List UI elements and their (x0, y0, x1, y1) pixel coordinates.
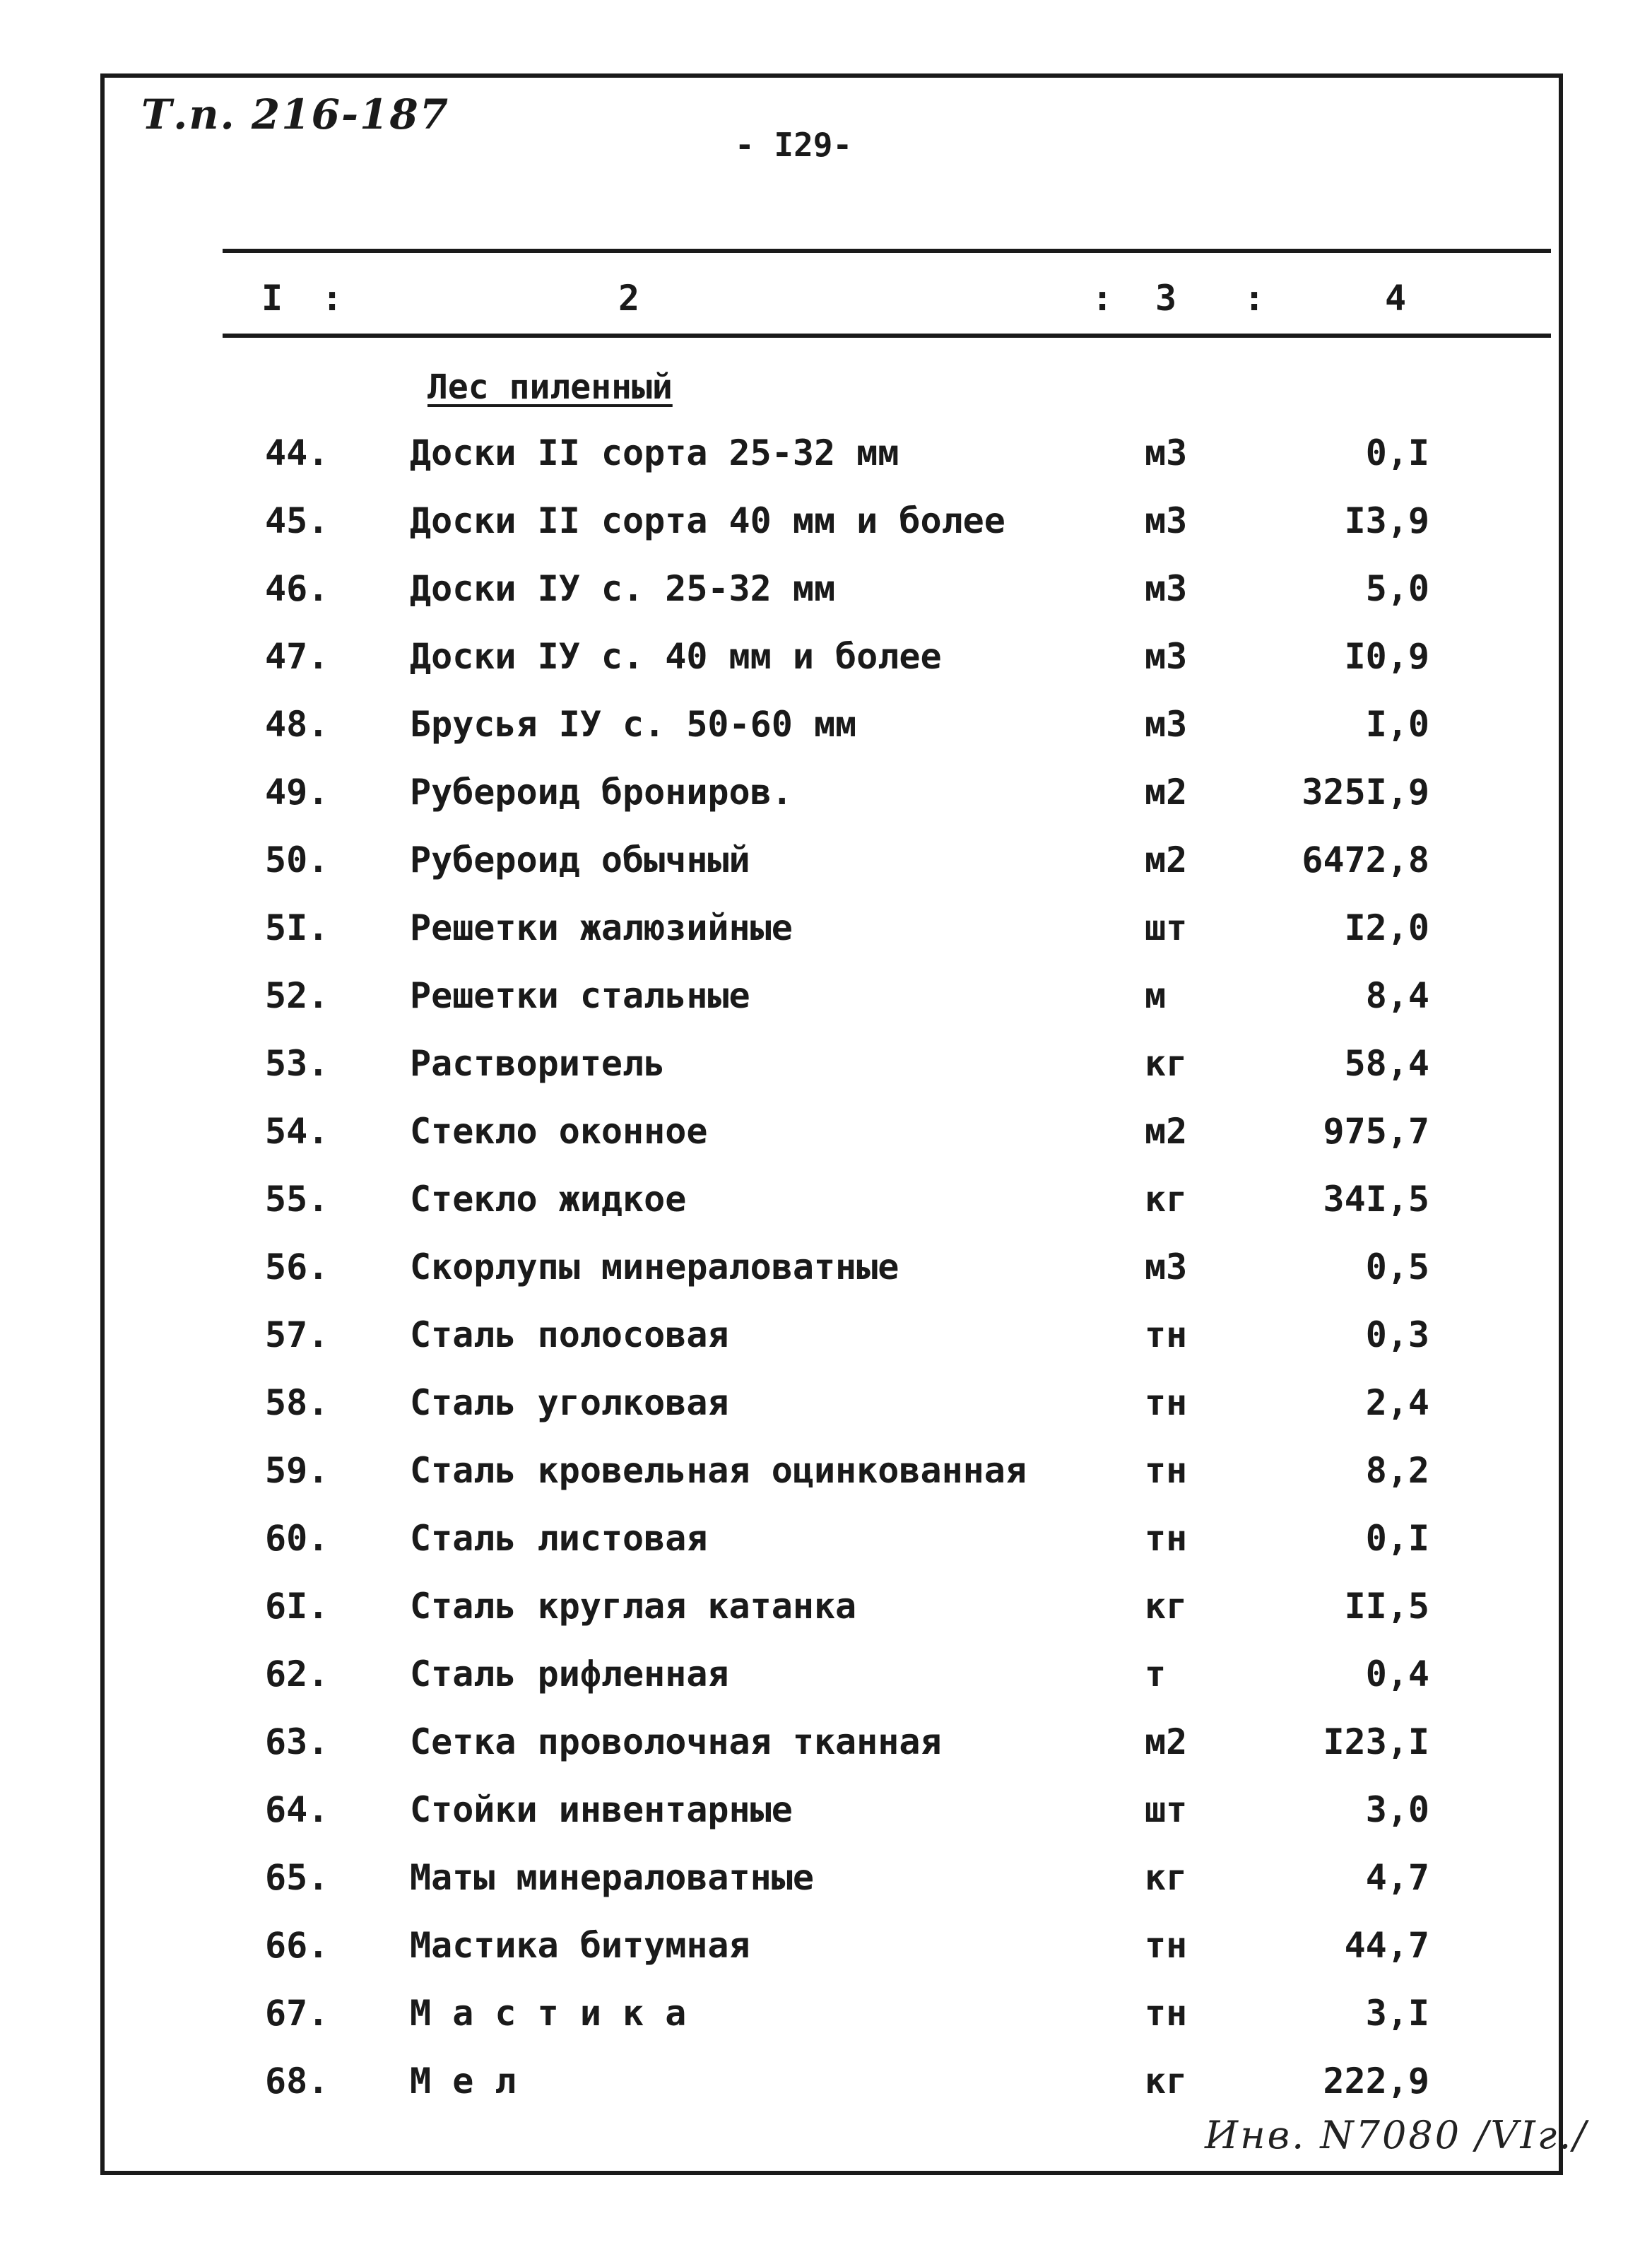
table-row (0, 1857, 1652, 1925)
page-number: - I29- (735, 126, 853, 164)
row-name: Растворитель (410, 1043, 666, 1084)
table-row (0, 500, 1652, 568)
row-name: М а с т и к а (410, 1993, 687, 2034)
row-number: 67. (265, 1993, 329, 2034)
row-quantity: 8,2 (1365, 1450, 1429, 1491)
row-quantity: I23,I (1323, 1721, 1429, 1762)
row-name: Сталь уголковая (410, 1382, 729, 1423)
row-quantity: I,0 (1365, 704, 1429, 745)
row-unit: м3 (1145, 500, 1188, 541)
row-name: Доски II сорта 25-32 мм (410, 432, 899, 473)
table-row (0, 1993, 1652, 2061)
table-row (0, 568, 1652, 636)
row-number: 60. (265, 1518, 329, 1559)
row-unit: кг (1145, 2061, 1188, 2102)
table-row (0, 1111, 1652, 1179)
table-row (0, 1518, 1652, 1586)
header-separator-2: : (1092, 278, 1114, 319)
row-name: Доски IУ с. 40 мм и более (410, 636, 942, 677)
table-body (0, 432, 1652, 2128)
row-unit: тн (1145, 1518, 1188, 1559)
row-number: 53. (265, 1043, 329, 1084)
row-number: 55. (265, 1179, 329, 1220)
row-name: Брусья IУ с. 50-60 мм (410, 704, 857, 745)
section-heading: Лес пиленный (427, 367, 673, 407)
table-row (0, 975, 1652, 1043)
row-name: М е л (410, 2061, 517, 2102)
row-name: Решетки стальные (410, 975, 750, 1016)
row-number: 52. (265, 975, 329, 1016)
row-quantity: I2,0 (1344, 907, 1429, 948)
row-quantity: 0,5 (1365, 1247, 1429, 1288)
row-quantity: 4,7 (1365, 1857, 1429, 1898)
row-number: 63. (265, 1721, 329, 1762)
row-number: 44. (265, 432, 329, 473)
row-name: Скорлупы минераловатные (410, 1247, 899, 1288)
row-name: Рубероид обычный (410, 839, 750, 880)
row-unit: м3 (1145, 1247, 1188, 1288)
row-quantity: 8,4 (1365, 975, 1429, 1016)
table-row (0, 1586, 1652, 1654)
header-col-2: 2 (618, 278, 640, 319)
row-number: 58. (265, 1382, 329, 1423)
row-unit: т (1145, 1654, 1167, 1695)
row-number: 5I. (265, 907, 329, 948)
table-row (0, 704, 1652, 772)
row-quantity: 34I,5 (1323, 1179, 1429, 1220)
table-row (0, 839, 1652, 907)
row-name: Маты минераловатные (410, 1857, 814, 1898)
row-number: 47. (265, 636, 329, 677)
table-row (0, 1721, 1652, 1789)
table-top-rule (223, 249, 1551, 253)
row-unit: м2 (1145, 1721, 1188, 1762)
row-name: Решетки жалюзийные (410, 907, 793, 948)
row-name: Доски IУ с. 25-32 мм (410, 568, 836, 609)
header-separator-1: : (321, 278, 343, 319)
row-quantity: 44,7 (1344, 1925, 1429, 1966)
row-unit: м2 (1145, 772, 1188, 813)
row-number: 50. (265, 839, 329, 880)
row-quantity: 2,4 (1365, 1382, 1429, 1423)
row-unit: шт (1145, 907, 1188, 948)
row-quantity: I3,9 (1344, 500, 1429, 541)
row-unit: м (1145, 975, 1167, 1016)
row-number: 59. (265, 1450, 329, 1491)
row-number: 6I. (265, 1586, 329, 1627)
row-number: 48. (265, 704, 329, 745)
row-quantity: II,5 (1344, 1586, 1429, 1627)
row-quantity: 6472,8 (1302, 839, 1429, 880)
row-quantity: 0,I (1365, 432, 1429, 473)
row-number: 45. (265, 500, 329, 541)
inventory-note: Инв. N7080 /VIг./ (1205, 2113, 1588, 2157)
row-name: Сталь кровельная оцинкованная (410, 1450, 1027, 1491)
row-number: 62. (265, 1654, 329, 1695)
table-row (0, 1654, 1652, 1721)
row-name: Сетка проволочная тканная (410, 1721, 942, 1762)
row-name: Рубероид брониров. (410, 772, 793, 813)
header-col-3: 3 (1155, 278, 1177, 319)
table-row (0, 772, 1652, 839)
row-unit: м2 (1145, 1111, 1188, 1152)
header-separator-3: : (1244, 278, 1265, 319)
row-quantity: 3,I (1365, 1993, 1429, 2034)
row-quantity: I0,9 (1344, 636, 1429, 677)
header-col-1: I (261, 278, 283, 319)
table-row (0, 1382, 1652, 1450)
row-name: Сталь полосовая (410, 1314, 729, 1355)
row-quantity: 5,0 (1365, 568, 1429, 609)
row-number: 54. (265, 1111, 329, 1152)
row-unit: кг (1145, 1857, 1188, 1898)
row-number: 65. (265, 1857, 329, 1898)
row-name: Стекло жидкое (410, 1179, 687, 1220)
row-quantity: 3,0 (1365, 1789, 1429, 1830)
row-unit: тн (1145, 1450, 1188, 1491)
row-unit: м2 (1145, 839, 1188, 880)
row-quantity: 975,7 (1323, 1111, 1429, 1152)
row-number: 57. (265, 1314, 329, 1355)
row-unit: кг (1145, 1586, 1188, 1627)
table-row (0, 1450, 1652, 1518)
row-unit: тн (1145, 1925, 1188, 1966)
table-row (0, 636, 1652, 704)
row-number: 68. (265, 2061, 329, 2102)
row-name: Стекло оконное (410, 1111, 708, 1152)
table-row (0, 907, 1652, 975)
row-name: Сталь листовая (410, 1518, 708, 1559)
table-row (0, 1925, 1652, 1993)
row-quantity: 0,I (1365, 1518, 1429, 1559)
table-row (0, 1043, 1652, 1111)
table-header-rule (223, 334, 1551, 338)
row-name: Стойки инвентарные (410, 1789, 793, 1830)
row-unit: м3 (1145, 568, 1188, 609)
table-row (0, 432, 1652, 500)
table-row (0, 1247, 1652, 1314)
row-quantity: 58,4 (1344, 1043, 1429, 1084)
row-quantity: 0,3 (1365, 1314, 1429, 1355)
row-number: 66. (265, 1925, 329, 1966)
row-unit: м3 (1145, 636, 1188, 677)
table-row (0, 1179, 1652, 1247)
row-unit: тн (1145, 1993, 1188, 2034)
row-unit: шт (1145, 1789, 1188, 1830)
row-number: 56. (265, 1247, 329, 1288)
row-unit: кг (1145, 1179, 1188, 1220)
row-number: 46. (265, 568, 329, 609)
row-name: Сталь круглая катанка (410, 1586, 857, 1627)
row-unit: кг (1145, 1043, 1188, 1084)
row-number: 64. (265, 1789, 329, 1830)
table-row (0, 1789, 1652, 1857)
row-quantity: 0,4 (1365, 1654, 1429, 1695)
row-quantity: 325I,9 (1302, 772, 1429, 813)
row-unit: м3 (1145, 432, 1188, 473)
row-unit: тн (1145, 1382, 1188, 1423)
row-quantity: 222,9 (1323, 2061, 1429, 2102)
row-unit: м3 (1145, 704, 1188, 745)
table-row (0, 1314, 1652, 1382)
row-unit: тн (1145, 1314, 1188, 1355)
row-number: 49. (265, 772, 329, 813)
document-code: Т.п. 216-187 (141, 90, 450, 139)
row-name: Мастика битумная (410, 1925, 750, 1966)
row-name: Сталь рифленная (410, 1654, 729, 1695)
header-col-4: 4 (1385, 278, 1407, 319)
row-name: Доски II сорта 40 мм и более (410, 500, 1005, 541)
